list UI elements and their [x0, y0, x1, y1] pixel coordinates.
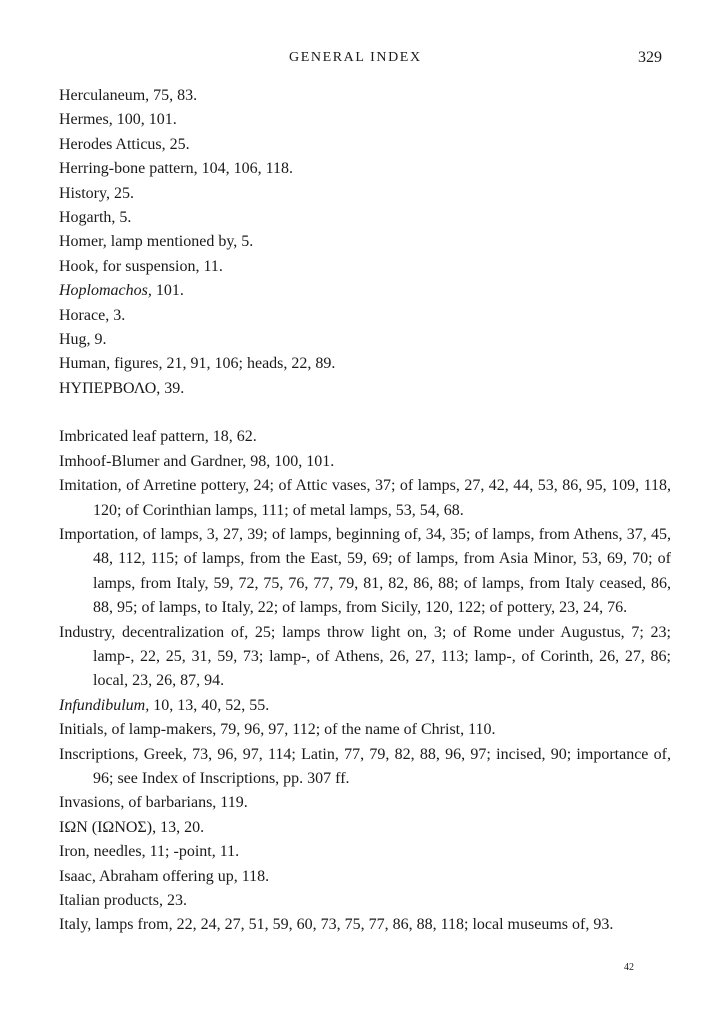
entry-headword: Hoplomachos,: [59, 282, 152, 300]
index-entry-ion: ΙΩΝ (ΙΩΝΟΣ), 13, 20.: [59, 818, 205, 836]
index-entry-homer: Homer, lamp mentioned by, 5.: [59, 233, 254, 251]
index-entry-iron: Iron, needles, 11; -point, 11.: [59, 843, 240, 861]
index-entry-initials: Initials, of lamp-makers, 79, 96, 97, 112; of the name of Christ, 110.: [59, 721, 496, 739]
index-entry-importation: Importation, of lamps, 3, 27, 39; of lamps, beginning of, 34, 35; of lamps, from Athens, 37, 45, 48, 112, 115; of lamps, from the East, 59, 69; of lamps, from Asia Minor, 53, 69, 70; of lamps, from Italy, 59, 72, 75, 76, 77, 79, 81, 82, 86, 88; of lamps, from Italy ceased, 86, 88, 95; of lamps, to Italy, 22; of lamps, from Sicily, 120, 122; of pottery, 23, 24, 76.: [59, 525, 671, 617]
index-entry-infundibulum: Infundibulum, 10, 13, 40, 52, 55.: [59, 696, 270, 714]
index-entry-imitation: Imitation, of Arretine pottery, 24; of Attic vases, 37; of lamps, 27, 42, 44, 53, 86, 95, 109, 118, 120; of Corinthian lamps, 111; of metal lamps, 53, 54, 68.: [59, 477, 671, 519]
index-entry-herring-bone-pattern: Herring-bone pattern, 104, 106, 118.: [59, 160, 294, 178]
index-entry-hogarth: Hogarth, 5.: [59, 209, 132, 227]
index-entry-isaac: Isaac, Abraham offering up, 118.: [59, 867, 270, 885]
index-entry-imhoof-blumer: Imhoof-Blumer and Gardner, 98, 100, 101.: [59, 452, 335, 470]
index-entry-hoplomachos: Hoplomachos, 101.: [59, 282, 184, 300]
index-entry-history: History, 25.: [59, 184, 134, 202]
running-title: GENERAL INDEX: [289, 50, 422, 65]
index-entry-hermes: Hermes, 100, 101.: [59, 111, 177, 129]
index-entry-invasions: Invasions, of barbarians, 119.: [59, 794, 248, 812]
index-entry-hook: Hook, for suspension, 11.: [59, 257, 223, 275]
index-entry-industry: Industry, decentralization of, 25; lamps throw light on, 3; of Rome under Augustus, 7; 23; lamp-, 22, 25, 31, 59, 73; lamp-, of Athens, 26, 27, 113; lamp-, of Corinth, 26, 27, 86; local, 23, 26, 87, 94.: [59, 623, 671, 690]
entry-headword: Infundibulum,: [59, 696, 150, 714]
index-entry-herodes-atticus: Herodes Atticus, 25.: [59, 135, 190, 153]
index-entry-horace: Horace, 3.: [59, 306, 126, 324]
index-entry-italian-products: Italian products, 23.: [59, 892, 187, 909]
index-entry-hug: Hug, 9.: [59, 331, 107, 349]
index-entry-herculaneum: Herculaneum, 75, 83.: [59, 87, 198, 104]
index-entry-imbricated-leaf-pattern: Imbricated leaf pattern, 18, 62.: [59, 428, 257, 446]
index-entry-hyperbolo: ΗΥΠΕΡΒΟΛΟ, 39.: [59, 379, 185, 397]
page-number: 329: [638, 49, 662, 66]
index-entry-inscriptions: Inscriptions, Greek, 73, 96, 97, 114; Latin, 77, 79, 82, 88, 96, 97; incised, 90; importance of, 96; see Index of Inscriptions, pp. 307 ff.: [59, 745, 671, 787]
running-head: [0, 50, 722, 70]
index-entry-italy: Italy, lamps from, 22, 24, 27, 51, 59, 60, 73, 75, 77, 86, 88, 118; local museums of, 93.: [59, 916, 614, 934]
index-entry-human: Human, figures, 21, 91, 106; heads, 22, 89.: [59, 355, 336, 373]
signature-mark: 42: [624, 962, 634, 973]
index-entry-list: [59, 84, 671, 938]
